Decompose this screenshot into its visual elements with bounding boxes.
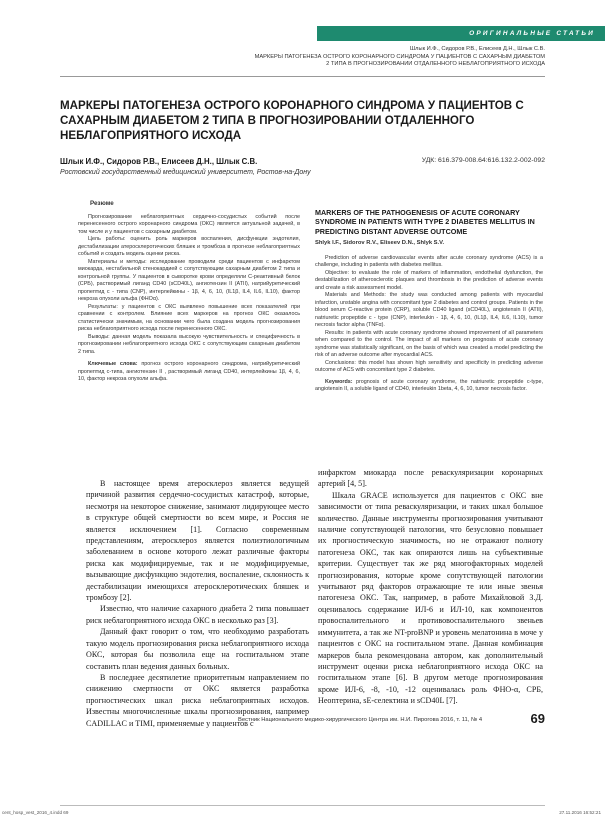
body-column-left bbox=[86, 478, 309, 729]
en-abstract-paragraph: Conclusions: this model has shown high sensitivity and specificity in predicting adverse outcome of ACS with concomitant type 2 diabetes. bbox=[315, 359, 543, 374]
en-title: MARKERS OF THE PATHOGENESIS OF ACUTE CORONARY SYNDROME IN PATIENTS WITH TYPE 2 DIABETES MELLITUS IN PREDICTING DISTANT ADVERSE OUTCOME bbox=[315, 208, 535, 236]
print-divider bbox=[60, 805, 545, 806]
running-head-line1: МАРКЕРЫ ПАТОГЕНЕЗА ОСТРОГО КОРОНАРНОГО СИНДРОМА У ПАЦИЕНТОВ С САХАРНЫМ ДИАБЕТОМ bbox=[254, 53, 545, 60]
body-paragraph: В настоящее время атеросклероз является ведущей причиной развития сердечно-сосудистых катастроф, которые, несмотря на некоторое снижение, занимают лидирующее место в структуре общей смертности во всем мире, и Россия не является исключением [1]. Согласно современным представлениям, атеросклероз является полиэтиологичным заболеванием в основе которого лежат различные факторы риска как модифицируемые, так и не модифицируемые, вызывающие дисфункцию эндотелия, воспаление, склонность к дестабилизации имеющихся атеросклеротических бляшек и тромбозу [2]. bbox=[86, 479, 309, 603]
running-head bbox=[145, 46, 545, 69]
en-keywords bbox=[315, 379, 543, 394]
ru-abstract-paragraph: Результаты: у пациентов с ОКС выявлено повышение всех показателей при сравнении с контролем. Влияние всех маркеров на прогноз ОКС оказалось статистически значимым, на основании чего была создана модель прогнозирования риска неблагоприятного исхода после перенесенного ОКС. bbox=[78, 303, 300, 332]
body-paragraph: Известно, что наличие сахарного диабета 2 типа повышает риск неблагоприятного исхода ОКС в несколько раз [3]. bbox=[86, 604, 309, 625]
ru-abstract-heading: Резюме bbox=[90, 200, 114, 207]
ru-abstract-paragraph: Выводы: данная модель показала высокую чувствительность и специфичность в прогнозировании неблагоприятного исхода ОКС с сопутствующим сахарным диабетом 2 типа. bbox=[78, 333, 300, 355]
en-abstract-paragraph: Objective: to evaluate the role of markers of inflammation, endothelial dysfunction, the destabilization of atherosclerotic plaques and thrombosis in the prediction of adverse events and create a risk assessment model. bbox=[315, 269, 543, 291]
body-paragraph: В последнее десятилетие приоритетным направлением по снижению смертности от ОКС является разработка прогностических шкал риска неблагоприятных исходов. Известны многочисленные шкалы прогнозирования, например CADILLAC и TIMI, применяемые у пациентов с bbox=[86, 672, 309, 728]
print-slug-file: cent_hosp_vest_2016_4.indd 69 bbox=[2, 810, 69, 815]
page-number: 69 bbox=[530, 711, 545, 726]
body-paragraph: Шкала GRACE используется для пациентов с ОКС вне зависимости от типа реваскуляризации, и таких шкал большое количество. Данные инструменты прогнозирования учитывают наличие сопутствующей патологии, что безусловно повышает их прогностическую значимость, но не отражают полноту патогенеза ОКС, так как опираются лишь на субъективные критерии. Существует так же ряд многофакторных моделей прогнозирования, которые кроме сопутствующей патологии учитывают ряд факторов отражающие те или иные звенья патогенеза ОКС. Так, например, в работе Михайловой З.Д. оценивалось содержание ИЛ-6 и ИЛ-10, как компонентов провоспалительного и противовоспалительного звеньев иммунитета, а так же NT-proBNP и уровень мелатонина в моче у пациентов с ОКС на госпитальном этапе. Данная комбинация маркеров была рекомендована автором, как дополнительный инструмент оценки риска неблагоприятного исхода ОКС на госпитальном этапе [6]. В другом методе прогнозирования кроме ИЛ-6, -8, -10, -12 оценивалась роль ФНО-α, СРБ, Неоптерина, sE-селектина и sCD40L [7]. bbox=[318, 490, 543, 706]
en-keywords-text: prognosis of acute coronary syndrome, the natriuretic propeptide c-type, angiotensin II, a soluble ligand of CD40, interleukin 1beta, 4, 6, 10, tumor necrosis factor. bbox=[315, 378, 544, 393]
ru-abstract-paragraph: Цель работы: оценить роль маркеров воспаления, дисфункции эндотелия, дестабилизации атеросклеротических бляшек и тромбоза в прогнозе неблагоприятных событий и создать модель оценки риска. bbox=[78, 236, 300, 257]
running-head-authors: Шлык И.Ф., Сидоров Р.В., Елисеев Д.Н., Шлык С.В. bbox=[409, 46, 545, 52]
affiliation: Ростовский государственный медицинский университет, Ростов-на-Дону bbox=[60, 169, 311, 176]
journal-footer: Вестник Национального медико-хирургического Центра им. Н.И. Пирогова 2016, т. 11, № 4 bbox=[238, 717, 483, 723]
ru-keywords-text: прогноз острого коронарного синдрома, натрийуретический пропептид с-типа, ангиотензин II , растворимый лиганд CD40, интерлейкины 1β, 4, 6, 10, фактор некроза опухоли альфа. bbox=[78, 361, 300, 382]
ru-keywords-label: Ключевые слова: bbox=[88, 361, 138, 367]
en-abstract bbox=[315, 208, 543, 394]
ru-keywords bbox=[78, 361, 300, 384]
ru-abstract-paragraph: Прогнозирование неблагоприятных сердечно-сосудистых событий после перенесенного острого коронарного синдрома (ОКС) является актуальной задачей, в том числе и у пациентов с сахарным диабетом. bbox=[78, 213, 300, 235]
udk-code: УДК: 616.379-008.64:616.132.2-002-092 bbox=[421, 157, 545, 164]
ru-abstract-paragraph: Материалы и методы: исследование проводили среди пациентов с инфарктом миокарда, нестабильной стенокардией с сопутствующим сахарным диабетом 2 типа и контрольной группы. У пациентов в сыворотке крови определяли С-реактивный белок (СРБ), растворимый лиганд CD40 (sCD40L), ангиотензин II (ATII), натрийуретический пропептид с - типа (CNP), интерлейкины - 1β, 4, 6, 10, (IL1β, IL4, IL6, IL10), фактор некроза опухоли альфа (ФНОα). bbox=[78, 258, 300, 302]
en-keywords-label: Keywords: bbox=[325, 378, 353, 385]
en-abstract-paragraph: Prediction of adverse cardiovascular events after acute coronary syndrome (ACS) is a challenge, including in patients with diabetes mellitus. bbox=[315, 254, 543, 269]
running-head-line2: 2 ТИПА В ПРОГНОЗИРОВАНИИ ОТДАЛЕННОГО НЕБЛАГОПРИЯТНОГО ИСХОДА bbox=[326, 61, 545, 68]
print-slug-date: 27.11.2016 16:52:21 bbox=[559, 810, 601, 815]
section-banner: ОРИГИНАЛЬНЫЕ СТАТЬИ bbox=[317, 26, 605, 41]
ru-abstract bbox=[78, 200, 300, 384]
article-authors: Шлык И.Ф., Сидоров Р.В., Елисеев Д.Н., Шлык С.В. bbox=[60, 157, 258, 166]
body-paragraph: инфарктом миокарда после реваскуляризации коронарных артерий [4, 5]. bbox=[318, 468, 543, 489]
body-column-right bbox=[318, 467, 543, 707]
en-authors: Shlyk I.F., Sidorov R.V., Eliseev D.N., Shlyk S.V. bbox=[315, 240, 445, 247]
body-paragraph: Данный факт говорит о том, что необходимо разработать такую модель прогнозирования риска неблагоприятного исхода ОКС, которая бы позволила еще на госпитальном этапе составить план ведения данных больных. bbox=[86, 627, 309, 671]
header-divider bbox=[60, 76, 545, 77]
article-title: МАРКЕРЫ ПАТОГЕНЕЗА ОСТРОГО КОРОНАРНОГО СИНДРОМА У ПАЦИЕНТОВ С САХАРНЫМ ДИАБЕТОМ 2 ТИПА В ПРОГНОЗИРОВАНИИ ОТДАЛЕННОГО НЕБЛАГОПРИЯТНОГО ИСХОДА bbox=[60, 99, 524, 142]
en-abstract-paragraph: Results: in patients with acute coronary syndrome showed improvement of all parameters when compared to the control. The impact of all markers on prognosis of acute coronary syndrome was statistically significant, on the basis of which was created a model predicting the risk of an adverse outcome after myocardial ACS. bbox=[315, 329, 543, 359]
en-abstract-paragraph: Materials and Methods: the study was conducted among patients with myocardial infarction, unstable angina with concomitant type 2 diabetes and control groups. Patients in the blood serum C-reactive protein (CRP), soluble CD40 ligand (sCD40L), angiotensin II (ATII), natriuretic propeptide c - type (CNP), interleukin - 1β, 4, 6, 10, (IL1β, IL4, IL6, IL10), tumor necrosis factor alpha (TNFα). bbox=[315, 292, 543, 329]
